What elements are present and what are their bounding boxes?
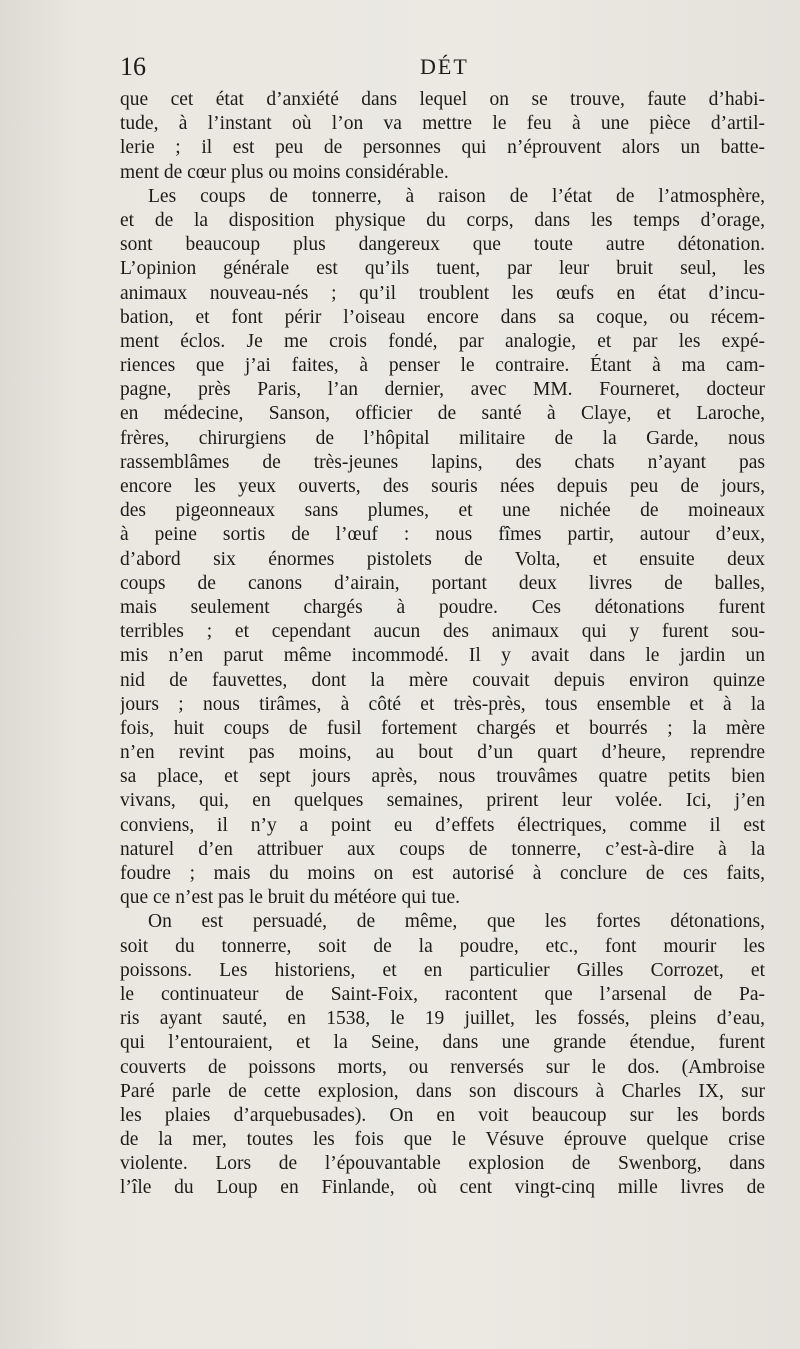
text-line: tude, à l’instant où l’on va mettre le feu à une pièce d’artil- xyxy=(120,113,765,135)
running-head: DÉT xyxy=(420,54,469,79)
text-line: des pigeonneaux sans plumes, et une nichée de moineaux xyxy=(120,500,765,522)
text-line: rassemblâmes de très-jeunes lapins, des chats n’ayant pas xyxy=(120,451,765,473)
text-line: pagne, près Paris, l’an dernier, avec MM. Fourneret, docteur xyxy=(120,379,765,401)
text-line: Paré parle de cette explosion, dans son discours à Charles IX, sur xyxy=(120,1080,765,1102)
text-line: et de la disposition physique du corps, dans les temps d’orage, xyxy=(120,209,765,231)
text-line: n’en revint pas moins, au bout d’un quart d’heure, reprendre xyxy=(120,742,765,764)
text-line: les plaies d’arquebusades). On en voit beaucoup sur les bords xyxy=(120,1104,765,1126)
text-line: nid de fauvettes, dont la mère couvait depuis environ quinze xyxy=(120,669,765,691)
text-line: sont beaucoup plus dangereux que toute autre détonation. xyxy=(120,234,765,256)
text-line: jours ; nous tirâmes, à côté et très-près, tous ensemble et à la xyxy=(120,693,765,715)
text-line: d’abord six énormes pistolets de Volta, et ensuite deux xyxy=(120,548,765,570)
text-line: ment de cœur plus ou moins considérable. xyxy=(120,161,449,183)
text-line: mis n’en parut même incommodé. Il y avait dans le jardin un xyxy=(120,645,765,667)
text-line: couverts de poissons morts, ou renversés sur le dos. (Ambroise xyxy=(120,1056,765,1078)
text-line: L’opinion générale est qu’ils tuent, par leur bruit seul, les xyxy=(120,258,765,280)
text-line: que cet état d’anxiété dans lequel on se trouve, faute d’habi- xyxy=(120,89,765,110)
text-line: le continuateur de Saint-Foix, racontent que l’arsenal de Pa- xyxy=(120,983,765,1005)
text-line: terribles ; et cependant aucun des animaux qui y furent sou- xyxy=(120,621,765,643)
text-line: vivans, qui, en quelques semaines, prirent leur volée. Ici, j’en xyxy=(120,790,765,812)
text-line: riences que j’ai faites, à penser le contraire. Étant à ma cam- xyxy=(120,355,765,377)
text-line: poissons. Les historiens, et en particulier Gilles Corrozet, et xyxy=(120,959,765,981)
text-line: qui l’entouraient, et la Seine, dans une grande étendue, furent xyxy=(120,1032,765,1054)
paragraph-3 xyxy=(120,910,765,1200)
text-line: lerie ; il est peu de personnes qui n’éprouvent alors un batte- xyxy=(120,137,765,159)
text-line: sa place, et sept jours après, nous trouvâmes quatre petits bien xyxy=(120,766,765,788)
text-line: animaux nouveau-nés ; qu’il troublent les œufs en état d’incu- xyxy=(120,282,765,304)
text-line: Les coups de tonnerre, à raison de l’état de l’atmosphère, xyxy=(148,185,765,207)
text-line: conviens, il n’y a point eu d’effets électriques, comme il est xyxy=(120,814,765,836)
body-text xyxy=(120,88,765,1201)
paragraph-1 xyxy=(120,88,765,185)
text-line: mais seulement chargés à poudre. Ces détonations furent xyxy=(120,596,765,618)
text-line: de la mer, toutes les fois que le Vésuve éprouve quelque crise xyxy=(120,1129,765,1151)
paragraph-2 xyxy=(120,185,765,911)
text-line: ris ayant sauté, en 1538, le 19 juillet, les fossés, pleins d’eau, xyxy=(120,1008,765,1030)
text-line: foudre ; mais du moins on est autorisé à conclure de ces faits, xyxy=(120,863,765,884)
text-line: On est persuadé, de même, que les fortes détonations, xyxy=(148,911,765,933)
text-line: violente. Lors de l’épouvantable explosion de Swenborg, dans xyxy=(120,1153,765,1175)
text-line: coups de canons d’airain, portant deux livres de balles, xyxy=(120,572,765,594)
text-line: soit du tonnerre, soit de la poudre, etc., font mourir les xyxy=(120,935,765,957)
page-number: 16 xyxy=(120,52,146,81)
text-line: à peine sortis de l’œuf : nous fîmes partir, autour d’eux, xyxy=(120,524,765,546)
text-line: que ce n’est pas le bruit du météore qui tue. xyxy=(120,887,461,909)
text-line: naturel d’en attribuer aux coups de tonnerre, c’est-à-dire à la xyxy=(120,838,765,860)
page-header xyxy=(120,52,765,84)
text-line: en médecine, Sanson, officier de santé à Claye, et Laroche, xyxy=(120,403,765,425)
text-line: frères, chirurgiens de l’hôpital militaire de la Garde, nous xyxy=(120,427,765,449)
text-line: l’île du Loup en Finlande, où cent vingt-cinq mille livres de xyxy=(120,1177,765,1199)
text-line: fois, huit coups de fusil fortement chargés et bourrés ; la mère xyxy=(120,717,765,739)
text-line: encore les yeux ouverts, des souris nées depuis peu de jours, xyxy=(120,476,765,497)
text-line: ment éclos. Je me crois fondé, par analogie, et par les expé- xyxy=(120,330,765,352)
text-line: bation, et font périr l’oiseau encore dans sa coque, ou récem- xyxy=(120,306,765,328)
